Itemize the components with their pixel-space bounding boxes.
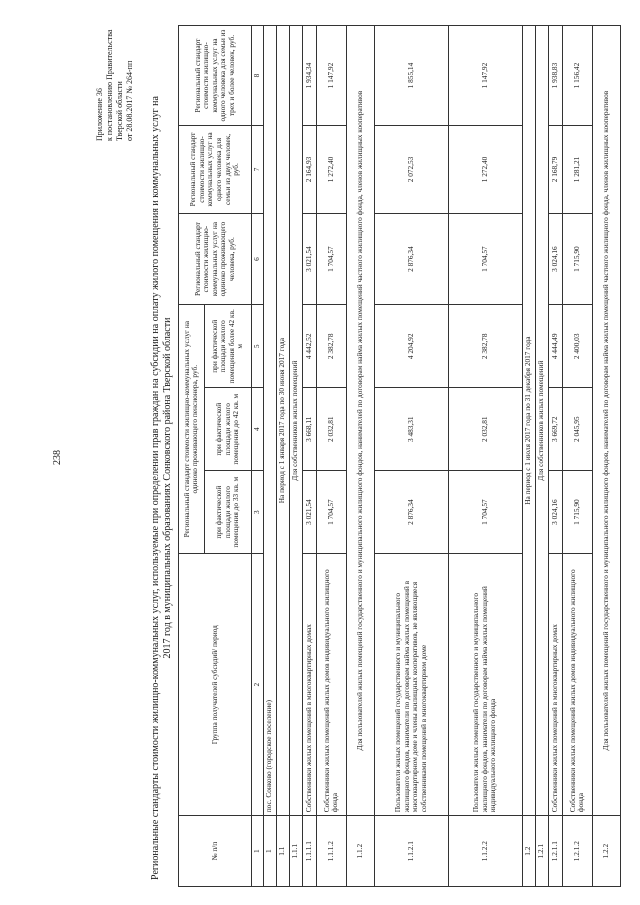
value-cell: 1 156,42 xyxy=(562,26,592,126)
appendix-line: от 28.08.2017 № 264-пп xyxy=(125,60,134,141)
header-sub-area-33: при фактической площади жилого помещения до 33 кв. м xyxy=(204,471,251,554)
table-row xyxy=(263,26,276,887)
value-cell: 3 483,31 xyxy=(374,388,448,471)
header-group: Группа получателей субсидий/ период xyxy=(179,554,252,816)
row-number: 1.1.2.2 xyxy=(448,816,522,887)
appendix-line: Тверской области xyxy=(115,81,124,141)
value-cell: 3 021,54 xyxy=(302,213,316,304)
table-row xyxy=(592,26,620,887)
value-cell: 1 147,92 xyxy=(448,26,522,126)
value-cell: 2 045,95 xyxy=(562,388,592,471)
value-cell: 3 021,54 xyxy=(302,471,316,554)
header-sub-area-42: при фактической площади жилого помещения до 42 кв. м xyxy=(204,388,251,471)
table-row xyxy=(289,26,302,887)
column-number: 5 xyxy=(252,305,264,388)
table-row xyxy=(522,26,535,887)
table-row xyxy=(316,26,346,887)
appendix-line: Приложение 36 xyxy=(95,88,104,141)
row-number: 1.2.1 xyxy=(535,816,548,887)
column-number-row xyxy=(252,26,264,887)
row-label: Пользователи жилых помещений государственного и муниципального жилищного фондов, наниматели по договорам найма жилых помещений в многоквартирном доме и члены жилищных кооперативов, не являющиеся собственниками помещений в многоквартирном доме xyxy=(374,554,448,816)
value-cell: 4 444,49 xyxy=(548,305,562,388)
table-row xyxy=(276,26,289,887)
value-cell: 1 715,90 xyxy=(562,213,592,304)
row-number: 1.1.2.1 xyxy=(374,816,448,887)
value-cell: 1 938,83 xyxy=(548,26,562,126)
value-cell: 1 855,14 xyxy=(374,26,448,126)
value-cell: 1 147,92 xyxy=(316,26,346,126)
period-heading: На период с 1 января 2017 года по 30 июня 2017 года xyxy=(276,26,289,816)
header-row xyxy=(179,26,205,887)
row-label: Собственники жилых помещений в многоквартирных домах xyxy=(302,554,316,816)
row-number: 1.2.1.2 xyxy=(562,816,592,887)
column-number: 1 xyxy=(252,816,264,887)
header-single-pensioner: Региональный стандарт стоимости жилищно-коммунальных услуг на одиноко проживающего пенсионера, руб. xyxy=(179,305,205,554)
value-cell: 1 934,34 xyxy=(302,26,316,126)
value-cell: 2 164,93 xyxy=(302,126,316,214)
value-cell: 2 382,78 xyxy=(316,305,346,388)
value-cell: 1 704,57 xyxy=(448,471,522,554)
column-number: 3 xyxy=(252,471,264,554)
row-number: 1 xyxy=(263,816,276,887)
header-num: № п/п xyxy=(179,816,252,887)
value-cell: 1 704,57 xyxy=(316,471,346,554)
period-heading: Для пользователей жилых помещений государственного и муниципального жилищного фондов, нанимателей по договорам найма жилых помещений частного жилищного фонда, членов жилищных кооперативов xyxy=(346,26,374,816)
table-row xyxy=(302,26,316,887)
row-label: Собственники жилых помещений в многоквартирных домах xyxy=(548,554,562,816)
row-label: Собственники жилых помещений жилых домов индивидуального жилищного фонда xyxy=(316,554,346,816)
column-number: 7 xyxy=(252,126,264,214)
column-number: 6 xyxy=(252,213,264,304)
page-number: 238 xyxy=(52,450,63,465)
table-body xyxy=(263,26,620,887)
value-cell: 1 281,21 xyxy=(562,126,592,214)
column-number: 4 xyxy=(252,388,264,471)
value-cell: 2 876,34 xyxy=(374,471,448,554)
value-cell: 2 032,81 xyxy=(448,388,522,471)
header-single-person: Региональный стандарт стоимости жилищно-коммунальных услуг на одиноко проживающего человека, руб. xyxy=(179,213,252,304)
value-cell: 2 072,53 xyxy=(374,126,448,214)
table-row xyxy=(448,26,522,887)
appendix-line: к постановлению Правительства xyxy=(105,29,114,141)
value-cell: 2 382,78 xyxy=(448,305,522,388)
section-heading: пос. Сонково (городское поселение) xyxy=(263,26,276,816)
value-cell: 3 668,11 xyxy=(302,388,316,471)
row-number: 1.2.2 xyxy=(592,816,620,887)
column-number: 2 xyxy=(252,554,264,816)
period-heading: На период с 1 июля 2017 года по 31 декабря 2017 года xyxy=(522,26,535,816)
table-row xyxy=(548,26,562,887)
column-number: 8 xyxy=(252,26,264,126)
period-heading: Для собственников жилых помещений xyxy=(535,26,548,816)
row-number: 1.1.1 xyxy=(289,816,302,887)
document-title: Региональные стандарты стоимости жилищно-коммунальных услуг, используемые при определении прав граждан на субсидии на оплату жилого помещения и коммунальных услуг на 2017 год в муниципальных образованиях Сонковского района Тверской области xyxy=(150,96,173,880)
row-label: Собственники жилых помещений жилых домов индивидуального жилищного фонда xyxy=(562,554,592,816)
value-cell: 4 204,92 xyxy=(374,305,448,388)
header-family-three: Региональный стандарт стоимости жилищно-коммунальных услуг на одного человека для семьи из трех и более человек, руб. xyxy=(179,26,252,126)
value-cell: 1 715,90 xyxy=(562,471,592,554)
period-heading: Для собственников жилых помещений xyxy=(289,26,302,816)
value-cell: 1 704,57 xyxy=(448,213,522,304)
table-row xyxy=(562,26,592,887)
value-cell: 3 024,16 xyxy=(548,213,562,304)
row-number: 1.2.1.1 xyxy=(548,816,562,887)
table-row xyxy=(374,26,448,887)
row-number: 1.1.1.2 xyxy=(316,816,346,887)
value-cell: 3 024,16 xyxy=(548,471,562,554)
period-heading: Для пользователей жилых помещений государственного и муниципального жилищного фондов, нанимателей по договорам найма жилых помещений частного жилищного фонда, членов жилищных кооперативов xyxy=(592,26,620,816)
appendix-note xyxy=(95,30,135,141)
value-cell: 3 669,72 xyxy=(548,388,562,471)
value-cell: 2 168,79 xyxy=(548,126,562,214)
row-number: 1.2 xyxy=(522,816,535,887)
value-cell: 2 032,81 xyxy=(316,388,346,471)
value-cell: 1 704,57 xyxy=(316,213,346,304)
header-sub-area-over-42: при фактической площади жилого помещения более 42 кв. м xyxy=(204,305,251,388)
value-cell: 2 400,03 xyxy=(562,305,592,388)
row-number: 1.1.2 xyxy=(346,816,374,887)
row-number: 1.1 xyxy=(276,816,289,887)
row-number: 1.1.1.1 xyxy=(302,816,316,887)
value-cell: 2 876,34 xyxy=(374,213,448,304)
standards-table xyxy=(178,25,621,887)
table-row xyxy=(346,26,374,887)
value-cell: 1 272,40 xyxy=(448,126,522,214)
table-row xyxy=(535,26,548,887)
value-cell: 1 272,40 xyxy=(316,126,346,214)
value-cell: 4 442,52 xyxy=(302,305,316,388)
row-label: Пользователи жилых помещений государственного и муниципального жилищного фондов, наниматели по договорам найма жилых помещений индивидуального жилищного фонда xyxy=(448,554,522,816)
header-family-two: Региональный стандарт стоимости жилищно-коммунальных услуг на одного человека для семьи из двух человек, руб. xyxy=(179,126,252,214)
